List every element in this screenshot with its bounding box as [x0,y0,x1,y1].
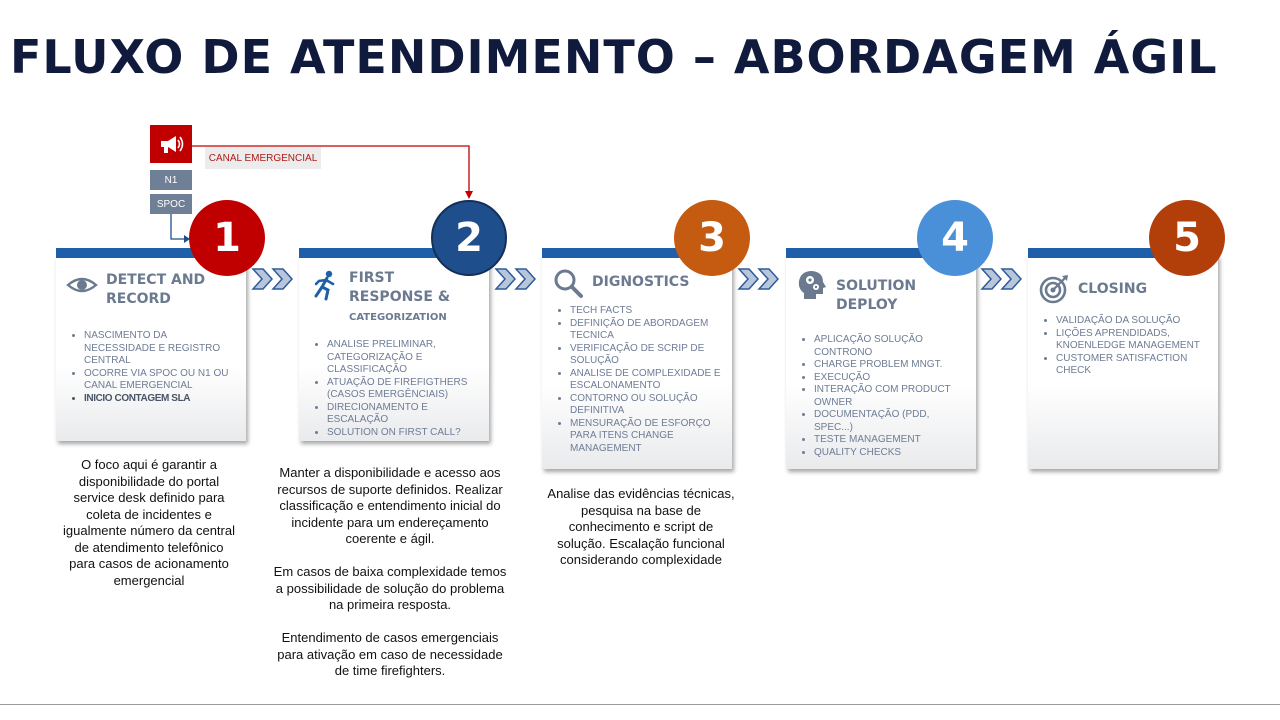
step-card-diagnostics [542,255,732,469]
step-number-5: 5 [1149,200,1225,276]
card-title-line: DEPLOY [836,297,898,313]
step-item: • EXECUÇÃO [814,372,970,385]
step-item: • INTERAÇÃO COM PRODUCT OWNER [814,384,970,409]
step-items [311,339,483,439]
step-items [1040,315,1212,378]
card-title-line: RECORD [106,291,171,307]
step-item: • VALIDAÇÃO DA SOLUÇÃO [1056,315,1212,328]
emergency-arrow [192,146,469,196]
step-items [68,330,240,405]
card-header-bar [542,248,692,258]
step-card-solution-deploy [786,255,976,469]
step-item: • CUSTOMER SATISFACTION CHECK [1056,353,1212,378]
chevron-arrow-icon [980,266,1026,292]
card-title-line: DETECT AND [106,272,206,288]
card-subtitle: CATEGORIZATION [349,312,447,323]
card-title-line: FIRST [349,270,395,286]
step-3-description: Analise das evidências técnicas, pesquisa na base de conhecimento e script de solução. Escalação funcional considerando complexidade [547,486,735,567]
card-title-line: DIGNOSTICS [592,274,690,290]
step-item: • VERIFICAÇÃO DE SCRIP DE SOLUÇÃO [570,343,726,368]
step-items [798,334,970,459]
step-number-3: 3 [674,200,750,276]
step-item: • CONTORNO OU SOLUÇÃO DEFINITIVA [570,393,726,418]
step-item: • TECH FACTS [570,305,726,318]
step-item: • ATUAÇÃO DE FIREFIGTHERS (CASOS EMERGÊNCIAIS) [327,377,483,402]
step-items [554,305,726,455]
step-item: • DEFINIÇÃO DE ABORDAGEM TECNICA [570,318,726,343]
step-item: • ANALISE DE COMPLEXIDADE E ESCALONAMENTO [570,368,726,393]
card-header-bar [299,248,449,258]
step-number-2: 2 [431,200,507,276]
chevron-arrow-icon [494,266,540,292]
chevron-arrow-icon [251,266,297,292]
magnifier-icon [552,267,584,299]
step-number-1: 1 [189,200,265,276]
emergency-arrowhead [465,191,473,199]
card-title-line: RESPONSE & [349,289,451,305]
step-item: • ANALISE PRELIMINAR, CATEGORIZAÇÃO E CLASSIFICAÇÃO [327,339,483,377]
card-header-bar [56,248,206,258]
card-title-line: SOLUTION [836,278,917,294]
step-number-4: 4 [917,200,993,276]
step-item: • NASCIMENTO DA NECESSIDADE E REGISTRO CENTRAL [84,330,240,368]
card-title-line: CLOSING [1078,281,1148,297]
spoc-badge: SPOC [150,194,192,214]
step-card-detect-record [56,255,246,441]
step-item: • APLICAÇÃO SOLUÇÃO CONTRONO [814,334,970,359]
step-item: • TESTE MANAGEMENT [814,434,970,447]
step-item: • OCORRE VIA SPOC OU N1 OU CANAL EMERGENCIAL [84,368,240,393]
card-header-bar [786,248,936,258]
head-gears-icon [796,269,828,301]
step-card-closing [1028,255,1218,469]
chevron-arrow-icon [737,266,783,292]
eye-icon [66,269,98,301]
step-item: • LIÇÕES APRENDIDADS, KNOENLEDGE MANAGEMENT [1056,328,1212,353]
step-item: • INICIO CONTAGEM SLA [84,393,240,406]
step-item: • MENSURAÇÃO DE ESFORÇO PARA ITENS CHANGE MANAGEMENT [570,418,726,456]
footer-line [0,704,1280,705]
page-title: FLUXO DE ATENDIMENTO – ABORDAGEM ÁGIL [10,30,1218,84]
step-item: • DOCUMENTAÇÃO (PDD, SPEC...) [814,409,970,434]
step-item: • DIRECIONAMENTO E ESCALAÇÃO [327,402,483,427]
step-item: • SOLUTION ON FIRST CALL? [327,427,483,440]
n1-badge: N1 [150,170,192,190]
step-item: • CHARGE PROBLEM MNGT. [814,359,970,372]
step-card-first-response [299,255,489,441]
emergency-channel-label: CANAL EMERGENCIAL [205,147,321,169]
step-1-description: O foco aqui é garantir a disponibilidade do portal service desk definido para coleta de incidentes e igualmente número da central de atendimento telefônico para casos de acionamento emergencial [63,457,235,588]
step-item: • QUALITY CHECKS [814,447,970,460]
spoc-arrow [171,214,186,239]
running-person-icon [309,269,341,301]
step-2-description: Manter a disponibilidade e acesso aos recursos de suporte definidos. Realizar classificação e entendimento inicial do incidente para um endereçamento coerente e ágil. Em casos de baixa complexidade temos a possibilidade de solução do problema na primeira resposta. Entendimento de casos emergenciais para ativação em caso de necessidade de time firefighters. [273,465,507,678]
target-icon [1038,273,1070,305]
